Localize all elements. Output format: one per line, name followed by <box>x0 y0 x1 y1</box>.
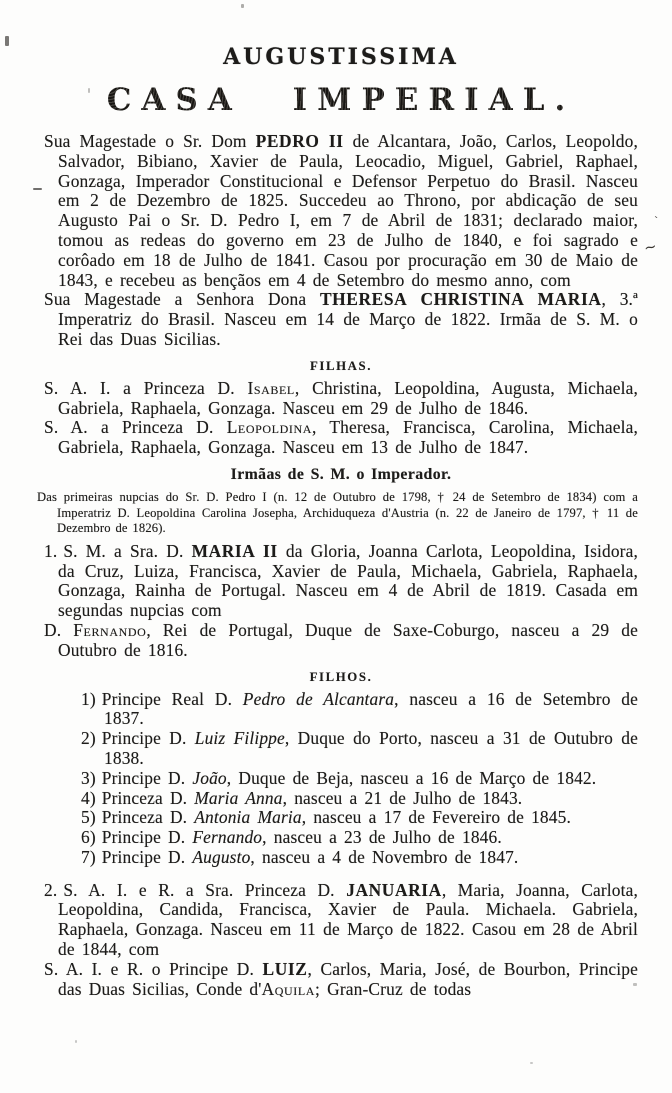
handwritten-tilde-mark: ~ <box>642 236 659 258</box>
footnote <box>37 490 638 537</box>
item-number: 2. <box>44 879 58 900</box>
text-segment: THERESA CHRISTINA MARIA <box>319 289 602 310</box>
item-number: 1) <box>81 688 96 709</box>
text-segment: S. A. I. e R. a Sra. Princeza D. <box>63 879 347 900</box>
paragraph <box>81 769 638 789</box>
paragraph <box>81 690 638 730</box>
scan-speck <box>241 4 244 8</box>
paragraph <box>81 729 638 769</box>
text-segment: Princeza D. <box>101 787 195 808</box>
page-header <box>44 44 638 118</box>
text-segment: Principe Real D. <box>101 688 243 709</box>
paragraph <box>81 848 638 868</box>
scan-speck <box>88 88 90 93</box>
text-segment: Das primeiras nupcias do Sr. D. Pedro I (n. 12 de Outubro de 1798, † 24 de Setembro de 1834) com a Imperatriz D. Leopoldina Carolina Josepha, Archiduqueza d'Austria (n. 22 de Janeiro de 1797, † 11 de Dezembro de 1826). <box>37 489 638 536</box>
paragraph <box>81 789 638 809</box>
text-segment: , Duque do Porto, nasceu a 31 de Outubro de 1838. <box>104 728 638 768</box>
text-segment: Principe D. <box>101 846 193 867</box>
scan-speck <box>530 1062 533 1064</box>
item-number: 7) <box>81 846 96 867</box>
page-subtitle: CASA IMPERIAL. <box>106 82 576 118</box>
text-segment: Fernando <box>73 619 147 640</box>
text-segment: S. A. a Princeza D. <box>44 417 227 438</box>
text-segment: , nasceu a 21 de Julho de 1843. <box>282 787 523 808</box>
item-number: 4) <box>81 787 96 808</box>
text-segment: Princeza D. <box>101 807 195 828</box>
text-segment: S. A. I. e R. o Principe D. <box>44 958 263 979</box>
item-number: 1. <box>44 540 58 561</box>
section-heading: FILHOS. <box>309 669 373 684</box>
paragraph <box>81 808 638 828</box>
text-segment: Aquila <box>261 978 316 999</box>
item-number: 2) <box>81 728 96 749</box>
text-segment: , nasceu a 17 de Fevereiro de 1845. <box>301 807 571 828</box>
page-title: AUGUSTISSIMA <box>223 44 459 70</box>
paragraph <box>81 828 638 848</box>
paragraph <box>44 132 638 290</box>
scan-speck <box>33 188 42 190</box>
item-number: 6) <box>81 827 96 848</box>
text-segment: Isabel <box>247 377 295 398</box>
text-segment: Sua Magestade o Sr. Dom <box>44 131 256 151</box>
text-segment: , Carlos, Maria, José, de Bourbon, Principe das Duas Sicilias, Conde d' <box>58 958 638 999</box>
scan-speck <box>633 983 637 986</box>
item-number: 5) <box>81 807 96 828</box>
text-segment: Luiz Filippe <box>194 728 285 749</box>
page-body <box>37 131 639 999</box>
text-segment: LUIZ <box>262 958 308 979</box>
text-segment: JANUARIA <box>346 879 442 900</box>
text-segment: , Maria, Joanna, Carlota, Leopoldina, Candida, Francisca, Xavier de Paula. Michaela. Gabriela, Raphaela, Gonzaga. Nasceu em 11 de Março de 1822. Casou em 28 de Abril de 1844, com <box>58 879 638 960</box>
text-segment: Pedro de Alcantara <box>242 688 395 709</box>
text-segment: ; Gran-Cruz de todas <box>315 978 472 999</box>
paragraph <box>44 960 638 1000</box>
text-segment: , Rei de Portugal, Duque de Saxe-Coburgo, nasceu a 29 de Outubro de 1816. <box>58 619 638 660</box>
text-segment: , nasceu a 23 de Julho de 1846. <box>262 827 502 848</box>
section-heading: Irmãas de S. M. o Imperador. <box>230 465 452 483</box>
text-segment: Fernando <box>192 827 263 848</box>
scan-speck <box>5 36 9 46</box>
text-segment: , Christina, Leopoldina, Augusta, Michaela, Gabriela, Raphaela, Gonzaga. Nasceu em 29 de Julho de 1846. <box>58 377 638 418</box>
text-segment: S. A. I. a Princeza D. <box>44 377 248 398</box>
paragraph <box>44 418 638 458</box>
text-segment: , Duque de Beja, nasceu a 16 de Março de 1842. <box>226 767 597 788</box>
text-segment: Antonia Maria <box>194 807 302 828</box>
text-segment: , 3.ª Imperatriz do Brasil. Nasceu em 14 de Março de 1822. Irmãa de S. M. o Rei das Duas Sicilias. <box>58 289 638 349</box>
paragraph <box>44 621 638 661</box>
paragraph <box>44 881 638 960</box>
text-segment: Leopoldina <box>226 417 312 438</box>
scan-speck <box>75 1040 77 1043</box>
paragraph <box>44 542 638 621</box>
paragraph <box>44 379 638 419</box>
text-segment: de Alcantara, João, Carlos, Leopoldo, Salvador, Bibiano, Xavier de Paula, Leocadio, Miguel, Gabriel, Raphael, Gonzaga, Imperador Constitucional e Defensor Perpetuo do Brasil. Nasceu em 2 de Dezembro de 1825. Succedeu ao Throno, por abdicação de seu Augusto Pai o Sr. D. Pedro I, em 7 de Abril de 1831; declarado maior, tomou as redeas do governo em 23 de Julho de 1840, e foi sagrado e corôado em 18 de Julho de 1841. Casou por procuração em 30 de Maio de 1843, e recebeu as bençãos em 4 de Setembro do mesmo anno, com <box>58 131 638 290</box>
section-heading: FILHAS. <box>309 358 373 373</box>
text-segment: , nasceu a 4 de Novembro de 1847. <box>250 846 519 867</box>
text-segment: PEDRO II <box>255 131 344 151</box>
text-segment: João <box>192 767 227 788</box>
text-segment: , nasceu a 16 de Setembro de 1837. <box>104 688 639 729</box>
text-segment: Maria Anna <box>194 787 283 808</box>
item-number: 3) <box>81 767 96 788</box>
handwritten-tick-mark: ` <box>653 215 662 228</box>
text-segment: Principe D. <box>101 827 193 848</box>
text-segment: D. <box>44 619 74 640</box>
text-segment: da Gloria, Joanna Carlota, Leopoldina, Isidora, da Cruz, Luiza, Francisca, Xavier de Paula, Michaela, Gabriela, Raphaela, Gonzaga, Rainha de Portugal. Nasceu em 4 de Abril de 1819. Casada em segundas nupcias com <box>58 540 638 621</box>
text-segment: MARIA II <box>191 540 278 561</box>
text-segment: Principe D. <box>101 728 195 749</box>
text-segment: Principe D. <box>101 767 193 788</box>
scan-speck <box>327 260 329 263</box>
text-segment: , Theresa, Francisca, Carolina, Michaela, Gabriela, Raphaela, Gonzaga. Nasceu em 13 de Julho de 1847. <box>58 417 638 458</box>
paragraph <box>44 290 638 349</box>
text-segment: Augusto <box>192 846 251 867</box>
text-segment: Sua Magestade a Senhora Dona <box>44 289 320 310</box>
text-column <box>37 44 639 999</box>
text-segment: S. M. a Sra. D. <box>63 540 192 561</box>
